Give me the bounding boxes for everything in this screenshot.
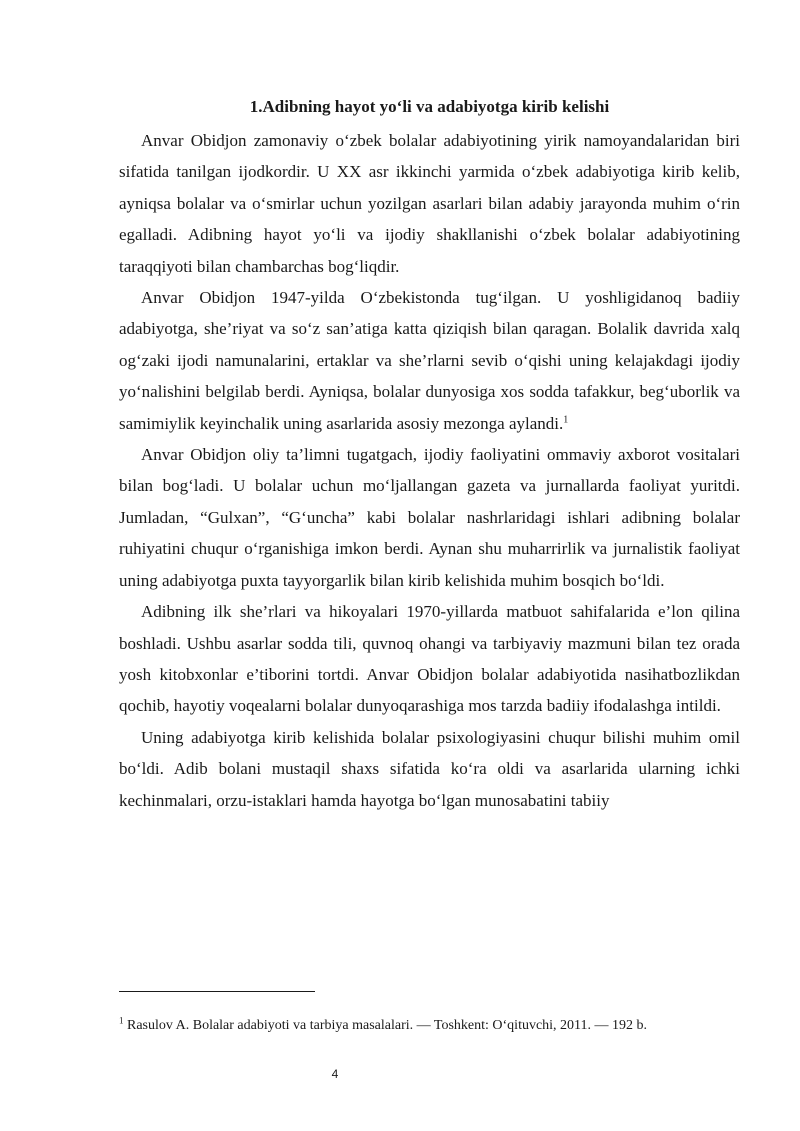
footnote-reference: 1 (563, 414, 569, 425)
footnote-separator (119, 991, 315, 992)
footnote-number: 1 (119, 1015, 124, 1026)
footnote (119, 1016, 759, 1036)
section-heading: 1.Adibning hayot yo‘li va adabiyotga kirib kelishi (249, 97, 610, 116)
paragraph-4: Adibning ilk she’rlari va hikoyalari 1970-yillarda matbuot sahifalarida e’lon qilina boshladi. Ushbu asarlar sodda tili, quvnoq ohangi va tarbiyaviy mazmuni bilan tez orada yosh kitobxonlar e’tiborini tortdi. Anvar Obidjon bolalar adabiyotida nasihatbozlikdan qochib, hayotiy voqealarni bolalar dunyoqarashiga mos tarzda badiiy ifodalashga intildi. (119, 602, 740, 716)
body-text (119, 125, 740, 816)
paragraph-5: Uning adabiyotga kirib kelishida bolalar psixologiyasini chuqur bilishi muhim omil bo‘ldi. Adib bolani mustaqil shaxs sifatida ko‘ra oldi va asarlarida ularning ichki kechinmalari, orzu-istaklari hamda hayotga bo‘lgan munosabatini tabiiy (119, 727, 740, 810)
page-number: 4 (331, 1067, 339, 1081)
footnote-text: Rasulov A. Bolalar adabiyoti va tarbiya masalalari. — Toshkent: O‘qituvchi, 2011. — 192 b. (127, 1018, 648, 1033)
paragraph-2 (119, 282, 740, 439)
paragraph-2-text: Anvar Obidjon 1947-yilda O‘zbekistonda tug‘ilgan. U yoshligidanoq badiiy adabiyotga, she’riyat va so‘z san’atiga katta qiziqish bilan qaragan. Bolalik davrida xalq og‘zaki ijodi namunalarini, ertaklar va she’rlarni sevib o‘qishi uning kelajakdagi ijodiy yo‘nalishini belgilab berdi. Ayniqsa, bolalar dunyosiga xos sodda tafakkur, beg‘uborlik va samimiylik keyinchalik uning asarlarida asosiy mezonga aylandi. (119, 288, 740, 433)
paragraph-1: Anvar Obidjon zamonaviy o‘zbek bolalar adabiyotining yirik namoyandalaridan biri sifatida tanilgan ijodkordir. U XX asr ikkinchi yarmida o‘zbek adabiyotiga kirib kelib, ayniqsa bolalar va o‘smirlar uchun yozilgan asarlari bilan adabiy jarayonda muhim o‘rin egalladi. Adibning hayot yo‘li va ijodiy shakllanishi o‘zbek bolalar adabiyotining taraqqiyoti bilan chambarchas bog‘liqdir. (119, 131, 740, 276)
paragraph-3: Anvar Obidjon oliy ta’limni tugatgach, ijodiy faoliyatini ommaviy axborot vositalari bilan bog‘ladi. U bolalar uchun mo‘ljallangan gazeta va jurnallarda faoliyat yuritdi. Jumladan, “Gulxan”, “G‘uncha” kabi bolalar nashrlaridagi ishlari adibning bolalar ruhiyatini chuqur o‘rganishiga imkon berdi. Aynan shu muharrirlik va jurnalistik faoliyat uning adabiyotga puxta tayyorgarlik bilan kirib kelishida muhim bosqich bo‘ldi. (119, 445, 740, 590)
